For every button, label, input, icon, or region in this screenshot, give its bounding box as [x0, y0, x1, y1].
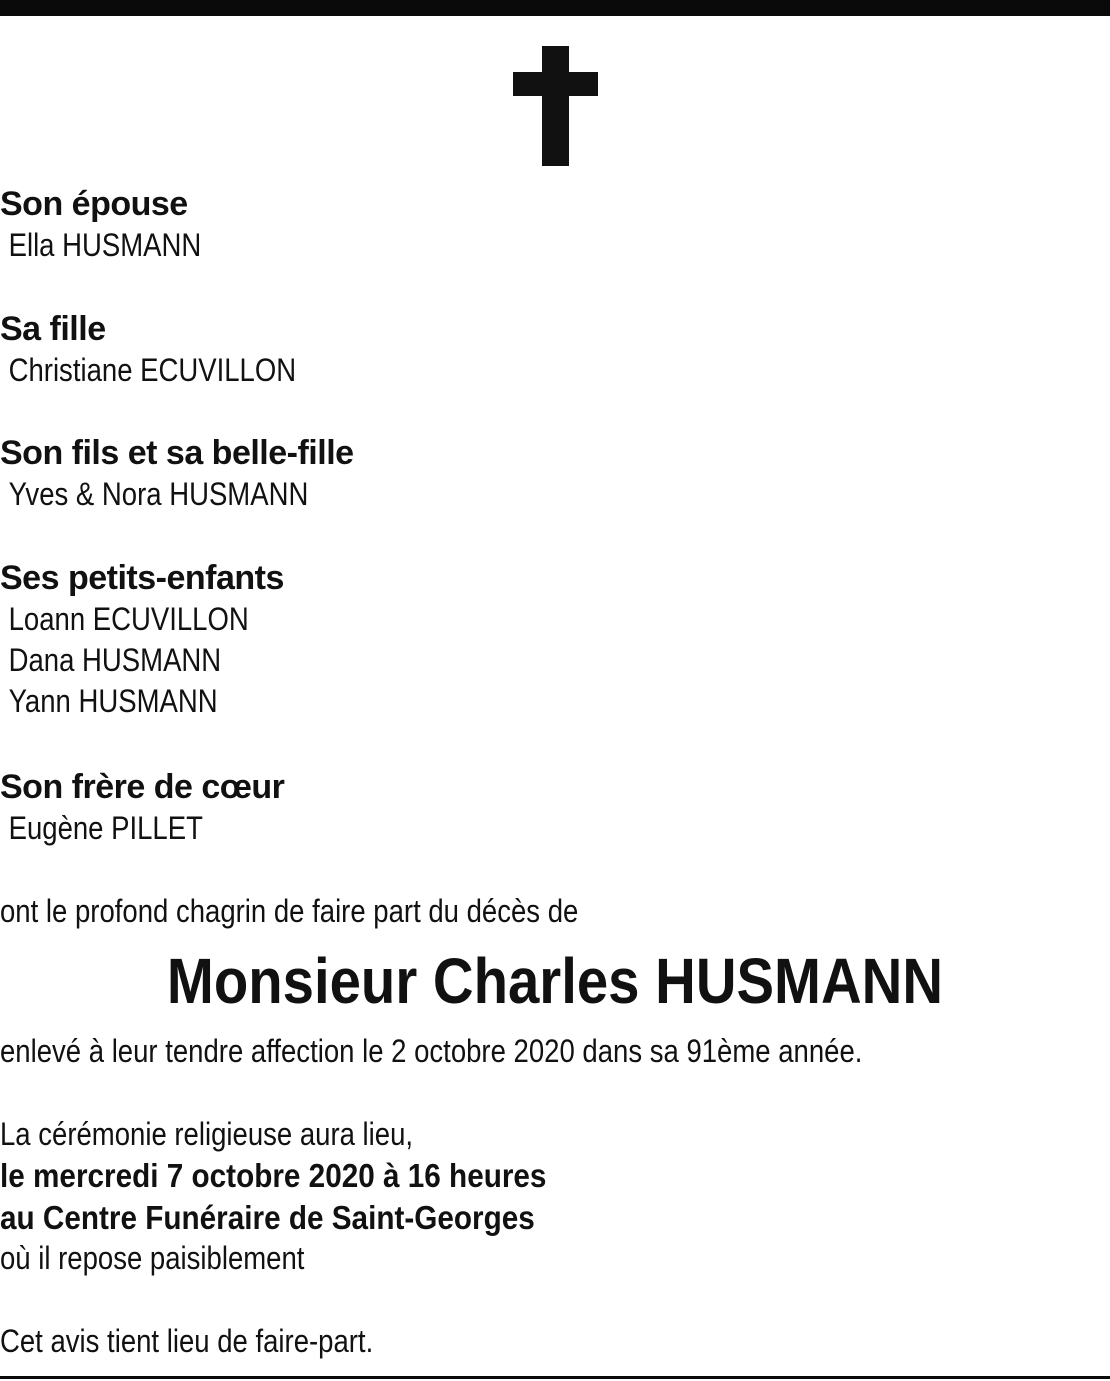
relative-name: Yann HUSMANN — [8, 683, 218, 719]
ceremony-note: où il repose paisiblement — [0, 1240, 305, 1276]
relative-group-grandchildren — [0, 558, 1100, 722]
latin-cross-icon — [513, 46, 598, 166]
relative-group-brother — [0, 767, 1100, 849]
announcement-intro: ont le profond chagrin de faire part du décès de — [0, 893, 579, 929]
relative-group-daughter — [0, 309, 1100, 391]
bottom-border-rule — [0, 1376, 1110, 1379]
relative-group-son — [0, 433, 1100, 515]
closing-note: Cet avis tient lieu de faire-part. — [0, 1323, 374, 1359]
relative-title: Son frère de cœur — [0, 768, 285, 806]
relative-title: Ses petits-enfants — [0, 559, 284, 597]
ceremony-intro: La cérémonie religieuse aura lieu, — [0, 1116, 414, 1152]
relative-name: Christiane ECUVILLON — [8, 352, 297, 388]
deceased-name — [0, 946, 1110, 1016]
top-border-rule — [0, 0, 1110, 16]
relative-name: Yves & Nora HUSMANN — [8, 476, 309, 512]
relative-name: Loann ECUVILLON — [8, 601, 249, 637]
relative-name: Ella HUSMANN — [8, 227, 202, 263]
relative-name: Dana HUSMANN — [8, 642, 222, 678]
relative-title: Son fils et sa belle-fille — [0, 434, 354, 472]
passing-statement: enlevé à leur tendre affection le 2 octobre 2020 dans sa 91ème année. — [0, 1033, 863, 1069]
relative-title: Son épouse — [0, 185, 188, 223]
ceremony-date: le mercredi 7 octobre 2020 à 16 heures — [0, 1157, 547, 1194]
relative-name: Eugène PILLET — [8, 810, 203, 846]
relative-title: Sa fille — [0, 310, 106, 348]
ceremony-place: au Centre Funéraire de Saint-Georges — [0, 1199, 535, 1236]
deceased-name-text: Monsieur Charles HUSMANN — [166, 945, 944, 1017]
relative-group-spouse — [0, 184, 1100, 266]
